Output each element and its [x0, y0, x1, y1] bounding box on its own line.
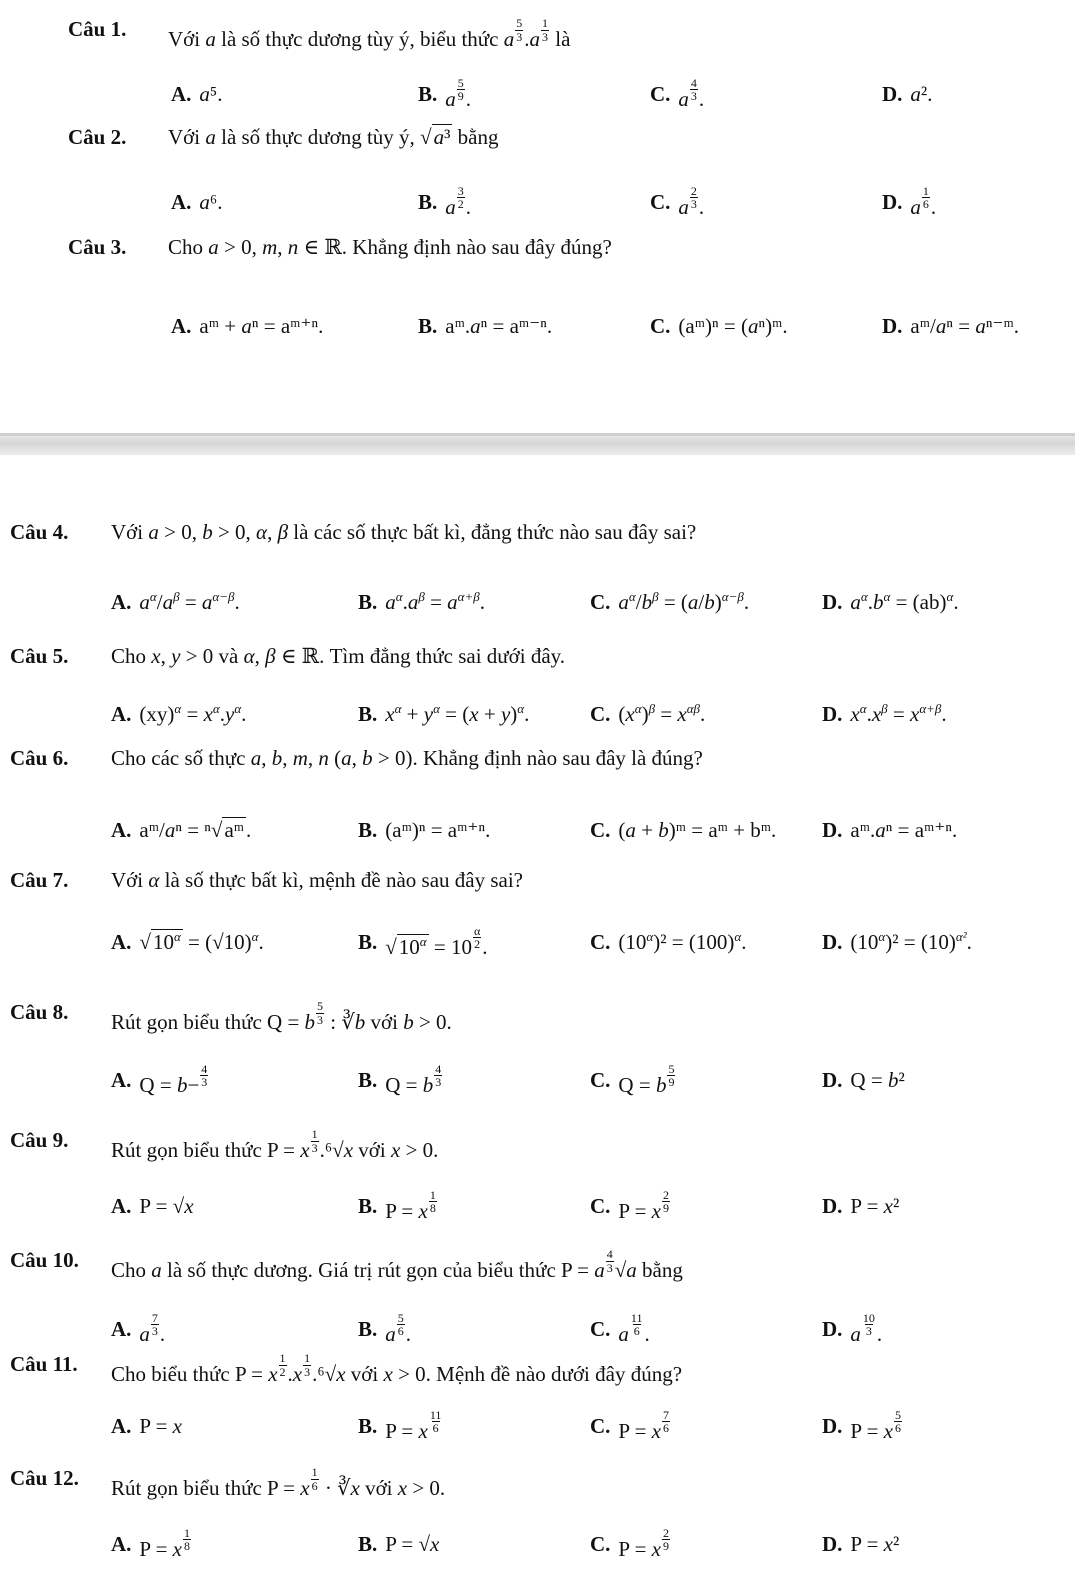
answer-option-d[interactable] — [822, 690, 947, 738]
answer-option-c[interactable] — [650, 302, 788, 350]
question-number: Câu 12. — [10, 1466, 79, 1490]
option-label: B. — [418, 189, 438, 214]
option-value: $x^\alpha + y^\alpha = (x + y)^\alpha$. — [385, 701, 530, 726]
answer-option-a[interactable] — [111, 1056, 209, 1104]
answer-option-b[interactable] — [358, 1182, 438, 1230]
option-value: P = x $\frac{2}{9}$ — [618, 1525, 669, 1561]
answer-option-d[interactable] — [882, 302, 1019, 350]
option-value: aᵐ.aⁿ = aᵐ⁻ⁿ. — [445, 313, 553, 338]
option-value: P = √x — [385, 1531, 440, 1556]
answer-option-c[interactable] — [590, 806, 776, 854]
answer-option-d[interactable] — [822, 578, 959, 626]
answer-option-c[interactable] — [590, 1520, 671, 1568]
answer-option-b[interactable] — [358, 690, 529, 738]
option-label: A. — [111, 1316, 132, 1341]
option-label: D. — [822, 817, 843, 842]
question-text: Rút gọn biểu thức Q = b $\frac{5}{3}$ : ∛b với b > 0. — [111, 999, 452, 1034]
answer-option-b[interactable] — [418, 302, 552, 350]
option-label: D. — [822, 1316, 843, 1341]
answer-option-c[interactable] — [590, 1056, 676, 1104]
answer-option-a[interactable] — [171, 178, 223, 226]
question-text: Với a > 0, b > 0, α, β là các số thực bất kì, đẳng thức nào sau đây sai? — [111, 520, 697, 544]
option-label: B. — [418, 313, 438, 338]
question-text: Với a là số thực dương tùy ý, biểu thức a $\frac{5}{3}$ .a $\frac{1}{3}$ là — [168, 16, 571, 51]
question-text: Rút gọn biểu thức P = x $\frac{1}{6}$ · ∛x với x > 0. — [111, 1465, 446, 1500]
answer-option-b[interactable] — [358, 1305, 411, 1353]
option-label: A. — [111, 1531, 132, 1556]
question-text: Cho x, y > 0 và α, β ∈ ℝ. Tìm đẳng thức sai dưới đây. — [111, 644, 566, 668]
answer-option-b[interactable] — [418, 178, 471, 226]
option-value: a $\frac{10}{3}$ . — [850, 1310, 883, 1346]
option-label: C. — [590, 1316, 611, 1341]
answer-option-b[interactable] — [358, 1056, 443, 1104]
answer-option-a[interactable] — [111, 1520, 192, 1568]
option-label: B. — [418, 81, 438, 106]
option-value: P = x² — [850, 1531, 900, 1556]
option-label: C. — [650, 313, 671, 338]
option-value: $(10^\alpha)^2 = (10)^{\alpha^2}$. — [850, 929, 972, 954]
answer-option-b[interactable] — [358, 806, 490, 854]
option-value: $√10^\alpha = 10$ $\frac{\alpha}{2}$ . — [385, 923, 488, 959]
option-label: D. — [822, 1413, 843, 1438]
option-label: D. — [822, 701, 843, 726]
answer-option-d[interactable] — [822, 1402, 903, 1450]
option-label: C. — [590, 589, 611, 614]
option-label: B. — [358, 1413, 378, 1438]
option-label: B. — [358, 817, 378, 842]
option-label: D. — [882, 81, 903, 106]
option-label: C. — [590, 1067, 611, 1092]
option-label: D. — [822, 1193, 843, 1218]
question-number: Câu 5. — [10, 644, 69, 668]
option-label: C. — [590, 1413, 611, 1438]
question-number: Câu 9. — [10, 1128, 69, 1152]
answer-option-b[interactable] — [418, 70, 471, 118]
option-value: P = x — [139, 1413, 182, 1438]
option-value: a $\frac{11}{6}$ . — [618, 1310, 650, 1346]
answer-option-a[interactable] — [111, 578, 240, 626]
option-value: a². — [910, 81, 933, 106]
option-value: aᵐ/aⁿ = aⁿ⁻ᵐ. — [910, 313, 1020, 338]
answer-option-d[interactable] — [882, 178, 936, 226]
option-value: Q = b $\frac{4}{3}$ — [385, 1061, 442, 1097]
option-value: aᵐ/aⁿ = ⁿ√aᵐ. — [139, 817, 252, 842]
option-value: P = x $\frac{1}{8}$ — [385, 1187, 436, 1223]
option-label: D. — [882, 313, 903, 338]
option-value: a $\frac{7}{3}$ . — [139, 1310, 166, 1346]
option-value: $(xy)^\alpha = x^\alpha.y^\alpha$. — [139, 701, 247, 726]
option-value: P = x² — [850, 1193, 900, 1218]
option-value: a⁶. — [199, 189, 223, 214]
option-label: D. — [822, 1531, 843, 1556]
option-value: $a^\alpha.a^\beta = a^{\alpha+\beta}$. — [385, 589, 485, 614]
option-value: $(10^\alpha)^2 = (100)^\alpha$. — [618, 929, 747, 954]
option-label: C. — [590, 817, 611, 842]
option-label: B. — [358, 1316, 378, 1341]
answer-option-d[interactable] — [822, 1182, 899, 1230]
question-number: Câu 8. — [10, 1000, 69, 1024]
option-label: C. — [590, 701, 611, 726]
option-value: a $\frac{2}{3}$ . — [678, 183, 705, 219]
option-label: A. — [111, 929, 132, 954]
answer-option-c[interactable] — [650, 178, 704, 226]
answer-option-c[interactable] — [590, 1305, 650, 1353]
option-value: P = x $\frac{1}{8}$ — [139, 1525, 190, 1561]
option-value: (a + b)ᵐ = aᵐ + bᵐ. — [618, 817, 777, 842]
answer-option-d[interactable] — [822, 1520, 899, 1568]
option-label: A. — [111, 701, 132, 726]
option-value: P = x $\frac{2}{9}$ — [618, 1187, 669, 1223]
answer-option-b[interactable] — [358, 1520, 439, 1568]
option-label: B. — [358, 589, 378, 614]
option-label: D. — [822, 589, 843, 614]
answer-option-a[interactable] — [111, 690, 246, 738]
option-label: A. — [111, 589, 132, 614]
page-separator — [0, 433, 1075, 455]
option-value: P = √x — [139, 1193, 194, 1218]
option-label: A. — [111, 817, 132, 842]
question-number: Câu 2. — [68, 125, 127, 149]
answer-option-a[interactable] — [111, 918, 264, 966]
answer-option-b[interactable] — [358, 918, 488, 966]
answer-option-c[interactable] — [590, 1402, 671, 1450]
option-value: Q = b− $\frac{4}{3}$ — [139, 1061, 208, 1097]
option-value: P = x $\frac{7}{6}$ — [618, 1407, 669, 1443]
answer-option-c[interactable] — [590, 918, 746, 966]
question-text: Cho a > 0, m, n ∈ ℝ. Khẳng định nào sau đây đúng? — [168, 235, 612, 259]
option-value: a $\frac{1}{6}$ . — [910, 183, 937, 219]
option-label: B. — [358, 1531, 378, 1556]
question-number: Câu 4. — [10, 520, 69, 544]
option-value: Q = b $\frac{5}{9}$ — [618, 1061, 675, 1097]
option-label: B. — [358, 701, 378, 726]
option-label: A. — [171, 81, 192, 106]
question-text: Cho a là số thực dương. Giá trị rút gọn của biểu thức P = a $\frac{4}{3}$ √a bằng — [111, 1247, 683, 1282]
option-value: a $\frac{3}{2}$ . — [445, 183, 472, 219]
option-label: B. — [358, 1193, 378, 1218]
answer-option-c[interactable] — [590, 1182, 671, 1230]
answer-option-a[interactable] — [171, 302, 323, 350]
option-label: A. — [111, 1193, 132, 1218]
question-number: Câu 6. — [10, 746, 69, 770]
answer-option-c[interactable] — [590, 578, 749, 626]
option-value: (aᵐ)ⁿ = (aⁿ)ᵐ. — [678, 313, 788, 338]
question-text: Rút gọn biểu thức P = x $\frac{1}{3}$ .⁶√x với x > 0. — [111, 1127, 439, 1162]
question-text: Cho các số thực a, b, m, n (a, b > 0). Khẳng định nào sau đây là đúng? — [111, 746, 703, 770]
answer-option-b[interactable] — [358, 578, 485, 626]
question-number: Câu 10. — [10, 1248, 79, 1272]
answer-option-d[interactable] — [822, 806, 957, 854]
question-text: Cho biểu thức P = x $\frac{1}{2}$ .x $\frac{1}{3}$ .⁶√x với x > 0. Mệnh đề nào dưới đây đúng? — [111, 1351, 683, 1386]
question-number: Câu 1. — [68, 17, 127, 41]
answer-option-a[interactable] — [111, 806, 251, 854]
option-value: aᵐ + aⁿ = aᵐ⁺ⁿ. — [199, 313, 324, 338]
option-value: Q = b² — [850, 1067, 905, 1092]
question-number: Câu 3. — [68, 235, 127, 259]
answer-option-d[interactable] — [822, 1305, 882, 1353]
option-value: (aᵐ)ⁿ = aᵐ⁺ⁿ. — [385, 817, 491, 842]
question-text: Với a là số thực dương tùy ý, √a³ bằng — [168, 125, 499, 149]
question-number: Câu 7. — [10, 868, 69, 892]
answer-option-c[interactable] — [650, 70, 704, 118]
answer-option-a[interactable] — [171, 70, 223, 118]
answer-option-d[interactable] — [882, 70, 932, 118]
option-label: D. — [882, 189, 903, 214]
option-value: a⁵. — [199, 81, 223, 106]
option-value: $a^\alpha.b^\alpha = (ab)^\alpha$. — [850, 589, 959, 614]
option-label: C. — [590, 1193, 611, 1218]
option-label: D. — [822, 929, 843, 954]
option-label: B. — [358, 929, 378, 954]
option-label: A. — [171, 313, 192, 338]
question-number: Câu 11. — [10, 1352, 78, 1376]
option-label: C. — [650, 81, 671, 106]
answer-option-a[interactable] — [111, 1402, 182, 1450]
option-label: A. — [111, 1067, 132, 1092]
answer-option-a[interactable] — [111, 1182, 194, 1230]
answer-option-a[interactable] — [111, 1305, 165, 1353]
option-label: C. — [650, 189, 671, 214]
answer-option-b[interactable] — [358, 1402, 443, 1450]
answer-option-d[interactable] — [822, 1056, 905, 1104]
option-value: P = x $\frac{11}{6}$ — [385, 1407, 442, 1443]
option-value: $a^\alpha/b^\beta = (a/b)^{\alpha-\beta}$. — [618, 589, 750, 614]
answer-option-d[interactable] — [822, 918, 972, 966]
option-value: P = x $\frac{5}{6}$ — [850, 1407, 901, 1443]
option-label: B. — [358, 1067, 378, 1092]
option-value: a $\frac{5}{6}$ . — [385, 1310, 412, 1346]
option-value: $x^\alpha.x^\beta = x^{\alpha+\beta}$. — [850, 701, 947, 726]
option-value: a $\frac{4}{3}$ . — [678, 75, 705, 111]
option-value: $(x^\alpha)^\beta = x^{\alpha\beta}$. — [618, 701, 706, 726]
option-label: A. — [171, 189, 192, 214]
option-value: $a^\alpha/a^\beta = a^{\alpha-\beta}$. — [139, 589, 240, 614]
option-label: D. — [822, 1067, 843, 1092]
option-label: C. — [590, 929, 611, 954]
question-text: Với α là số thực bất kì, mệnh đề nào sau đây sai? — [111, 868, 524, 892]
option-value: $√10^\alpha = (√10)^\alpha$. — [139, 929, 264, 954]
answer-option-c[interactable] — [590, 690, 705, 738]
option-label: C. — [590, 1531, 611, 1556]
option-value: aᵐ.aⁿ = aᵐ⁺ⁿ. — [850, 817, 958, 842]
option-label: A. — [111, 1413, 132, 1438]
option-value: a $\frac{5}{9}$ . — [445, 75, 472, 111]
